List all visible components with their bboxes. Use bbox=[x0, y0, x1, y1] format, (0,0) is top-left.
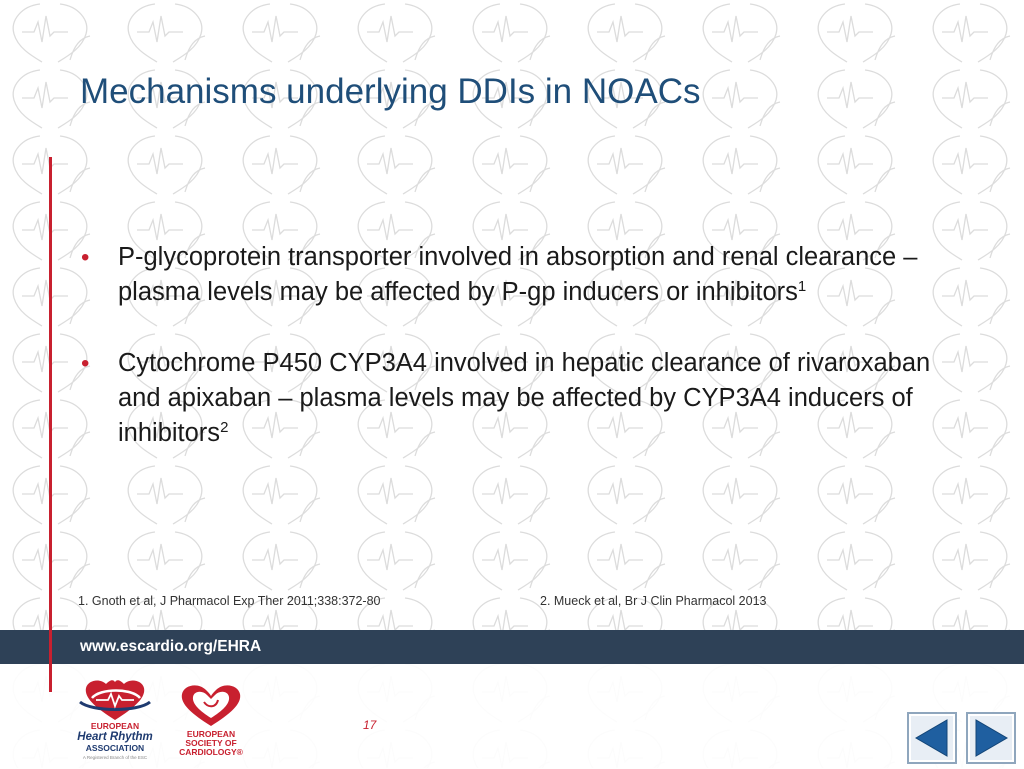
bullet-marker-icon: • bbox=[81, 350, 90, 377]
footer-url-link[interactable]: www.escardio.org/EHRA bbox=[80, 638, 262, 655]
bullet-item-cyp3a4 bbox=[80, 346, 965, 451]
reference-1: 1. Gnoth et al, J Pharmacol Exp Ther 2011;338:372-80 bbox=[78, 594, 381, 608]
bullet-text: Cytochrome P450 CYP3A4 involved in hepatic clearance of rivaroxaban and apixaban – plasma levels may be affected by CYP3A4 inducers of inhibitors bbox=[118, 349, 931, 447]
esc-heart-icon bbox=[168, 682, 254, 728]
bullet-marker-icon: • bbox=[81, 244, 90, 271]
ehra-logo-tagline: A Registered Branch of the ESC bbox=[82, 755, 148, 760]
triangle-right-icon bbox=[966, 712, 1016, 764]
footnote-marker: 1 bbox=[797, 278, 807, 295]
esc-logo-line2: SOCIETY OF bbox=[185, 738, 237, 748]
ehra-logo-line2: Heart Rhythm bbox=[77, 731, 153, 743]
next-slide-button[interactable] bbox=[966, 712, 1016, 764]
previous-slide-button[interactable] bbox=[907, 712, 957, 764]
esc-logo-line3: CARDIOLOGY® bbox=[179, 747, 243, 757]
bullet-list bbox=[80, 240, 965, 487]
footer-bar bbox=[0, 630, 1024, 664]
triangle-left-icon bbox=[907, 712, 957, 764]
footnote-marker: 2 bbox=[220, 419, 229, 436]
page-number: 17 bbox=[363, 718, 377, 732]
ehra-logo-line3: ASSOCIATION bbox=[85, 743, 145, 753]
slide-title: Mechanisms underlying DDIs in NOACs bbox=[80, 72, 701, 111]
esc-logo bbox=[168, 682, 254, 766]
references bbox=[78, 594, 978, 614]
ehra-logo bbox=[66, 676, 164, 768]
reference-2: 2. Mueck et al, Br J Clin Pharmacol 2013 bbox=[540, 594, 767, 608]
ehra-logo-line1: EUROPEAN bbox=[90, 721, 140, 731]
bullet-text: P-glycoprotein transporter involved in absorption and renal clearance – plasma levels may be affected by P-gp inducers or inhibitors bbox=[118, 243, 918, 306]
bullet-item-pgp bbox=[80, 240, 965, 310]
red-vertical-rule bbox=[49, 157, 52, 692]
heart-rhythm-icon bbox=[66, 676, 164, 724]
esc-logo-line1: EUROPEAN bbox=[186, 729, 236, 739]
